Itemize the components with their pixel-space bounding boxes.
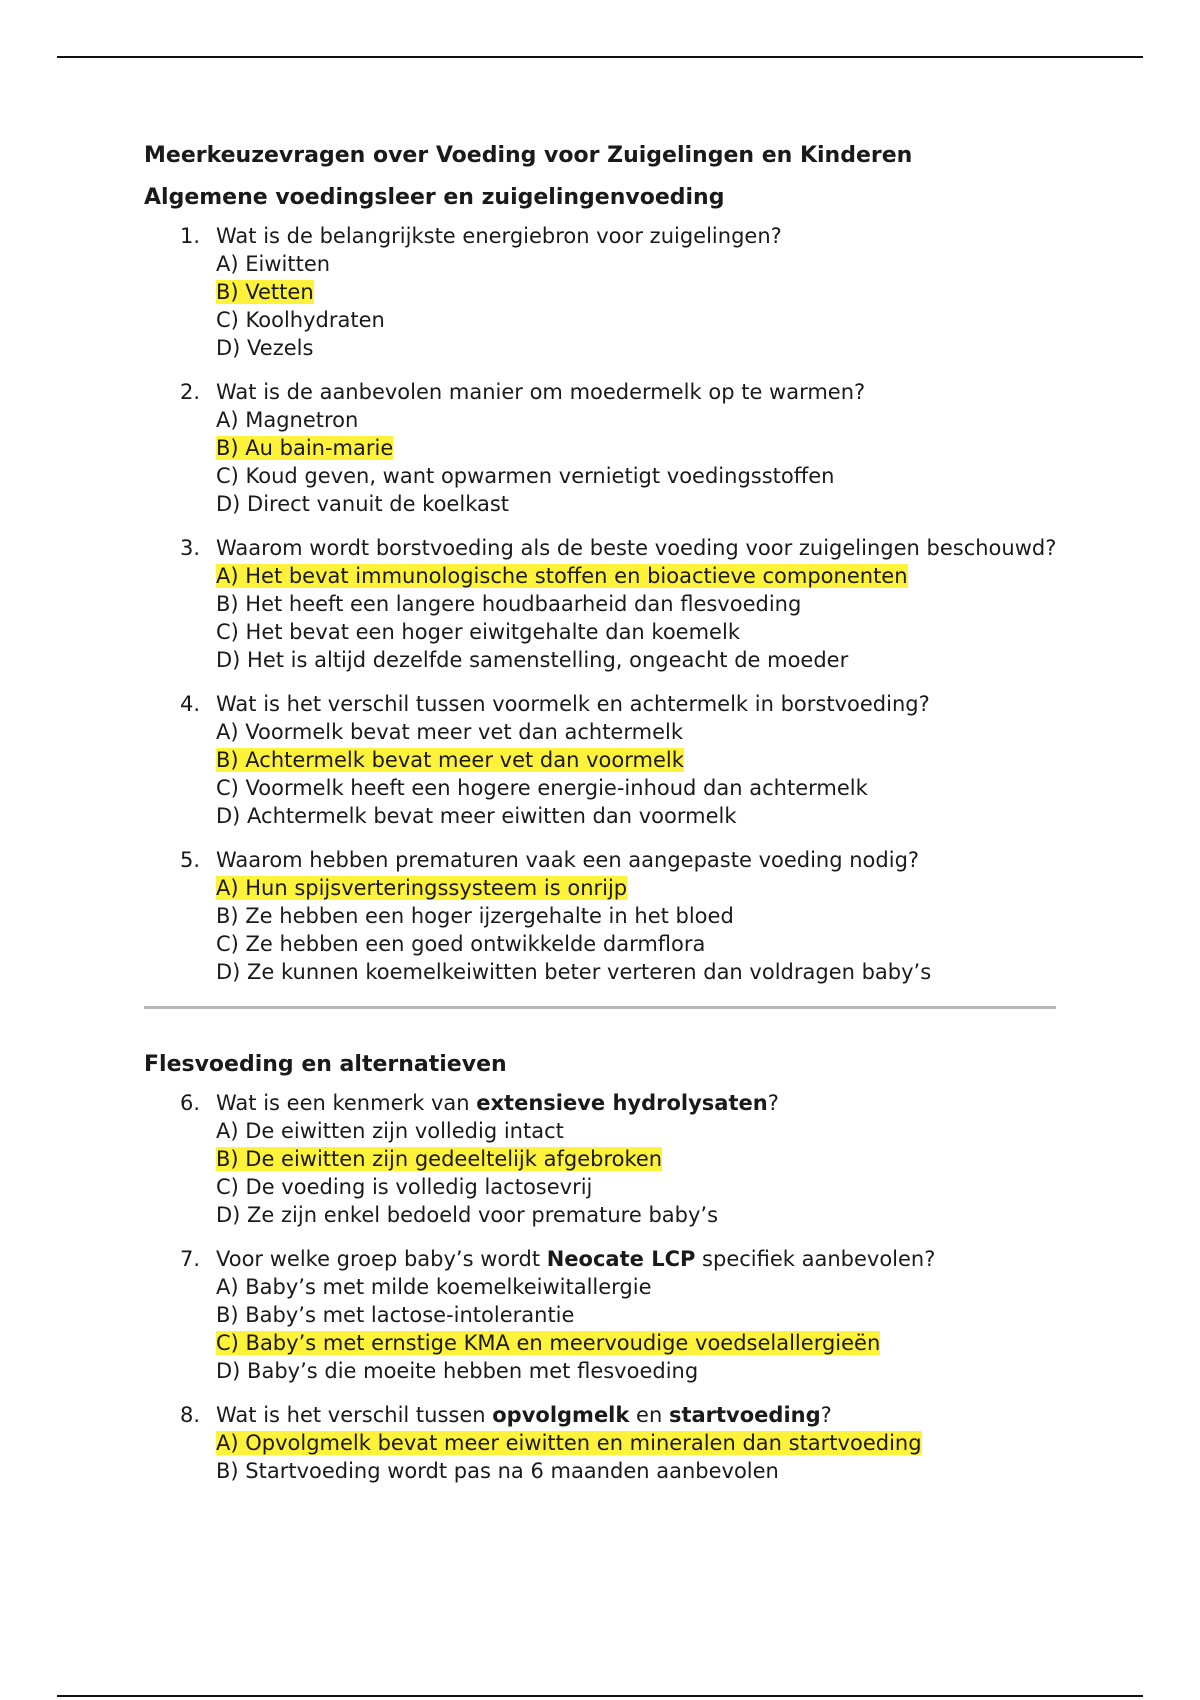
question-number: 6. <box>180 1091 201 1115</box>
section-heading-formula: Flesvoeding en alternatieven <box>144 1052 507 1077</box>
answer-option: C) Koolhydraten <box>216 308 385 332</box>
answer-option-correct: B) Au bain-marie <box>216 436 394 460</box>
answer-option: D) Ze zijn enkel bedoeld voor premature baby’s <box>216 1203 719 1227</box>
question-number: 4. <box>180 692 201 716</box>
question-6 <box>144 1089 1104 1229</box>
answer-option: C) Voormelk heeft een hogere energie-inhoud dan achtermelk <box>216 776 868 800</box>
answer-option-correct: B) Achtermelk bevat meer vet dan voormelk <box>216 748 684 772</box>
answer-option: D) Baby’s die moeite hebben met flesvoeding <box>216 1359 699 1383</box>
question-number: 1. <box>180 224 201 248</box>
answer-option: A) Magnetron <box>216 408 359 432</box>
answer-option: C) De voeding is volledig lactosevrij <box>216 1175 593 1199</box>
question-keyword: extensieve hydrolysaten <box>476 1091 768 1115</box>
answer-option: C) Het bevat een hoger eiwitgehalte dan koemelk <box>216 620 740 644</box>
question-number: 8. <box>180 1403 201 1427</box>
answer-option-correct: A) Hun spijsverteringssysteem is onrijp <box>216 876 628 900</box>
question-text: Wat is de aanbevolen manier om moedermelk op te warmen? <box>216 380 866 404</box>
answer-option: A) De eiwitten zijn volledig intact <box>216 1119 564 1143</box>
question-keyword: opvolgmelk <box>492 1403 630 1427</box>
question-keyword: startvoeding <box>668 1403 821 1427</box>
question-number: 3. <box>180 536 201 560</box>
answer-option: B) Startvoeding wordt pas na 6 maanden aanbevolen <box>216 1459 779 1483</box>
bottom-rule <box>57 1695 1143 1697</box>
question-4 <box>144 690 1104 830</box>
answer-option: A) Eiwitten <box>216 252 331 276</box>
question-keyword: Neocate LCP <box>546 1247 696 1271</box>
answer-option: D) Direct vanuit de koelkast <box>216 492 510 516</box>
question-number: 5. <box>180 848 201 872</box>
question-5 <box>144 846 1104 986</box>
answer-option: C) Ze hebben een goed ontwikkelde darmflora <box>216 932 706 956</box>
answer-option-correct: A) Opvolgmelk bevat meer eiwitten en mineralen dan startvoeding <box>216 1431 922 1455</box>
answer-option: B) Ze hebben een hoger ijzergehalte in het bloed <box>216 904 734 928</box>
question-7 <box>144 1245 1104 1385</box>
question-number: 7. <box>180 1247 201 1271</box>
answer-option: D) Achtermelk bevat meer eiwitten dan voormelk <box>216 804 737 828</box>
answer-option-correct: B) De eiwitten zijn gedeeltelijk afgebroken <box>216 1147 663 1171</box>
question-text: Wat is een kenmerk van extensieve hydrolysaten? <box>216 1091 779 1115</box>
answer-option: B) Het heeft een langere houdbaarheid dan flesvoeding <box>216 592 802 616</box>
question-text: Waarom hebben prematuren vaak een aangepaste voeding nodig? <box>216 848 920 872</box>
answer-option: D) Ze kunnen koemelkeiwitten beter verteren dan voldragen baby’s <box>216 960 932 984</box>
question-8 <box>144 1401 1104 1485</box>
answer-option-correct: A) Het bevat immunologische stoffen en bioactieve componenten <box>216 564 908 588</box>
answer-option: C) Koud geven, want opwarmen vernietigt voedingsstoffen <box>216 464 835 488</box>
question-number: 2. <box>180 380 201 404</box>
question-text: Wat is het verschil tussen opvolgmelk en startvoeding? <box>216 1403 832 1427</box>
question-2 <box>144 378 1104 518</box>
question-text: Waarom wordt borstvoeding als de beste voeding voor zuigelingen beschouwd? <box>216 536 1057 560</box>
answer-option: D) Vezels <box>216 336 314 360</box>
answer-option: B) Baby’s met lactose-intolerantie <box>216 1303 575 1327</box>
answer-option: A) Baby’s met milde koemelkeiwitallergie <box>216 1275 652 1299</box>
question-text: Wat is de belangrijkste energiebron voor zuigelingen? <box>216 224 782 248</box>
answer-option-correct: B) Vetten <box>216 280 314 304</box>
section-divider <box>144 1006 1056 1009</box>
question-3 <box>144 534 1104 674</box>
section-heading-general: Algemene voedingsleer en zuigelingenvoeding <box>144 185 725 210</box>
answer-option: D) Het is altijd dezelfde samenstelling, ongeacht de moeder <box>216 648 849 672</box>
question-text: Wat is het verschil tussen voormelk en achtermelk in borstvoeding? <box>216 692 930 716</box>
question-1 <box>144 222 1104 362</box>
answer-option: A) Voormelk bevat meer vet dan achtermelk <box>216 720 683 744</box>
document-body <box>144 138 1104 1501</box>
top-rule <box>57 56 1143 58</box>
answer-option-correct: C) Baby’s met ernstige KMA en meervoudige voedselallergieën <box>216 1331 881 1355</box>
question-text: Voor welke groep baby’s wordt Neocate LCP specifiek aanbevolen? <box>216 1247 936 1271</box>
document-title: Meerkeuzevragen over Voeding voor Zuigelingen en Kinderen <box>144 143 913 168</box>
